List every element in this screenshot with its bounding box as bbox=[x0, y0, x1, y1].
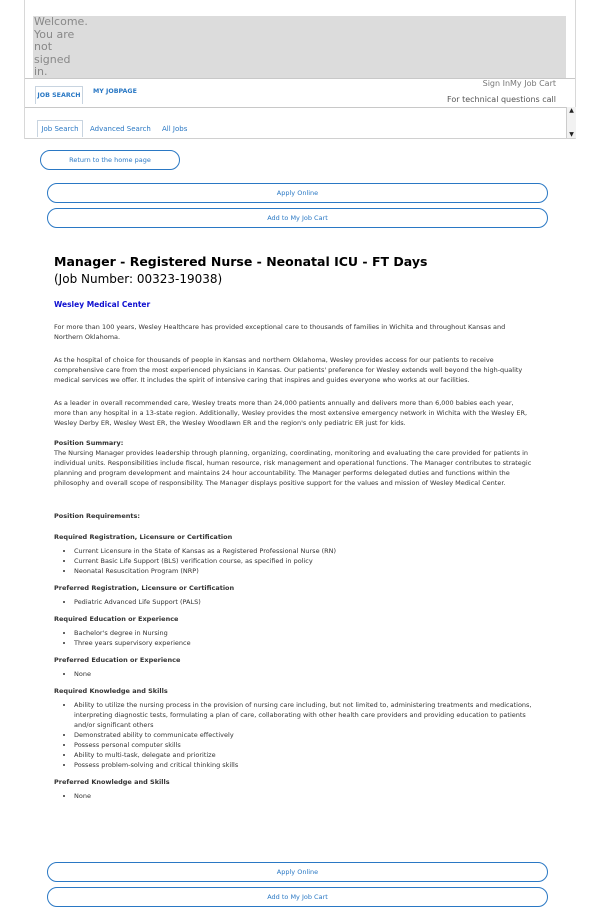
welcome-banner bbox=[33, 16, 566, 78]
subtab-job-search[interactable]: Job Search bbox=[37, 120, 83, 137]
intro-paragraph: As a leader in overall recommended care, Wesley treats more than 24,000 patients annually and delivers more than 6,000 babies each year, more than any hospital in a 13-state region. Additionally, Wesley provides the most extensive emergency network in Wichita with the Wesley ER, Wesley Derby ER, Wesley West ER, the Wesley Woodlawn ER and the region's only pediatric ER just for kids. bbox=[54, 399, 528, 427]
company-link[interactable]: Wesley Medical Center bbox=[54, 300, 151, 309]
add-to-cart-button-bottom[interactable]: Add to My Job Cart bbox=[47, 887, 548, 907]
list-item: • None bbox=[74, 791, 532, 801]
requirements-list bbox=[54, 546, 532, 576]
job-details bbox=[54, 254, 532, 801]
sign-in-link[interactable]: Sign In bbox=[482, 79, 511, 88]
scroll-up-icon[interactable]: ▲ bbox=[569, 107, 574, 114]
welcome-line: signed bbox=[34, 52, 71, 66]
list-item: • Ability to utilize the nursing process in the provision of nursing care including, but not limited to, administering treatments and medications, interpreting diagnostic tests, formulating a plan of care, collaborating with other health care providers and providing education to patients and/or significant others bbox=[74, 700, 532, 730]
tab-job-search[interactable]: JOB SEARCH bbox=[35, 86, 83, 104]
requirements-list bbox=[54, 791, 532, 801]
section-heading: Preferred Education or Experience bbox=[54, 656, 181, 664]
tab-my-jobpage[interactable]: MY JOBPAGE bbox=[93, 88, 137, 95]
section-heading: Preferred Knowledge and Skills bbox=[54, 778, 170, 786]
list-item: • Pediatric Advanced Life Support (PALS) bbox=[74, 597, 532, 607]
return-home-button[interactable]: Return to the home page bbox=[40, 150, 180, 170]
section-heading: Preferred Registration, Licensure or Certification bbox=[54, 584, 235, 592]
requirements-list bbox=[54, 597, 532, 607]
apply-online-button[interactable]: Apply Online bbox=[47, 183, 548, 203]
account-links bbox=[483, 79, 556, 88]
requirements-list bbox=[54, 669, 532, 679]
position-requirements-heading: Position Requirements: bbox=[54, 512, 140, 520]
intro-paragraph: For more than 100 years, Wesley Healthcare has provided exceptional care to thousands of families in Wichita and throughout Kansas and Northern Oklahoma. bbox=[54, 323, 506, 341]
scroll-down-icon[interactable]: ▼ bbox=[569, 131, 574, 138]
list-item: • Ability to multi-task, delegate and prioritize bbox=[74, 750, 532, 760]
apply-online-button-bottom[interactable]: Apply Online bbox=[47, 862, 548, 882]
intro-paragraph: As the hospital of choice for thousands of people in Kansas and northern Oklahoma, Wesley provides access for our patients to receive comprehensive care from the most experienced physicians in Kansas. Our patients' preference for Wesley extends well beyond the high-quality medical services we offer. It includes the spirit of intensive caring that inspires and guides everyone who works at our facilities. bbox=[54, 356, 523, 384]
list-item: • Possess problem-solving and critical thinking skills bbox=[74, 760, 532, 770]
section-heading: Required Knowledge and Skills bbox=[54, 687, 168, 695]
position-summary-text: The Nursing Manager provides leadership through planning, organizing, coordinating, monitoring and evaluating the care provided for patients in individual units. Responsibilities include fiscal, human resource, risk management and operational functions. The Manager contributes to strategic planning and program development and maintains 24 hour accountability. The Manager performs delegated duties and functions within the philosophy and overall scope of responsibility. The Manager displays positive support for the values and mission of Wesley Medical Center. bbox=[54, 449, 532, 487]
job-title: Manager - Registered Nurse - Neonatal ICU - FT Days bbox=[54, 254, 428, 269]
subtab-advanced-search[interactable]: Advanced Search bbox=[90, 125, 151, 133]
list-item: • Bachelor's degree in Nursing bbox=[74, 628, 532, 638]
welcome-line: not bbox=[34, 40, 53, 53]
welcome-line: You are bbox=[34, 27, 75, 41]
job-number: (Job Number: 00323-19038) bbox=[54, 272, 223, 286]
list-item: • Three years supervisory experience bbox=[74, 638, 532, 648]
my-job-cart-link[interactable]: My Job Cart bbox=[510, 79, 556, 88]
list-item: • Current Basic Life Support (BLS) verification course, as specified in policy bbox=[74, 556, 532, 566]
add-to-cart-button[interactable]: Add to My Job Cart bbox=[47, 208, 548, 228]
welcome-line: in. bbox=[34, 65, 48, 78]
list-item: • Possess personal computer skills bbox=[74, 740, 532, 750]
requirements-list bbox=[54, 628, 532, 648]
technical-questions-text: For technical questions call bbox=[447, 95, 556, 104]
list-item: • Neonatal Resuscitation Program (NRP) bbox=[74, 566, 532, 576]
search-subtab-bar bbox=[25, 107, 575, 139]
list-item: • Demonstrated ability to communicate effectively bbox=[74, 730, 532, 740]
position-summary-heading: Position Summary: bbox=[54, 439, 124, 447]
section-heading: Required Registration, Licensure or Certification bbox=[54, 533, 233, 541]
requirements-list bbox=[54, 700, 532, 770]
subtab-all-jobs[interactable]: All Jobs bbox=[162, 125, 188, 133]
list-item: • None bbox=[74, 669, 532, 679]
section-heading: Required Education or Experience bbox=[54, 615, 179, 623]
frame-scrollbar[interactable] bbox=[566, 107, 576, 138]
welcome-line: Welcome. bbox=[34, 15, 88, 28]
list-item: • Current Licensure in the State of Kansas as a Registered Professional Nurse (RN) bbox=[74, 546, 532, 556]
